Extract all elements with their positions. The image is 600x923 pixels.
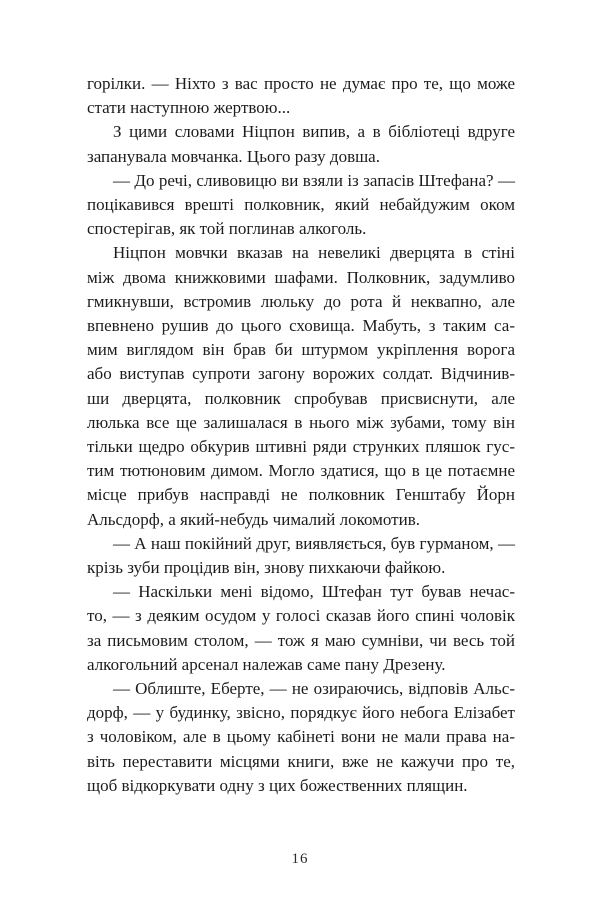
- text-line: мим виглядом він брав би штурмом укріплення ворога: [87, 340, 515, 360]
- text-line: запанувала мовчанка. Цього разу довша.: [87, 146, 380, 166]
- text-line: або виступав супроти загону ворожих солдат. Відчинив-: [87, 364, 515, 384]
- text-line: то, — з деяким осудом у голосі сказав його спині чоловік: [87, 606, 515, 626]
- text-line: поцікавився врешті полковник, який небайдужим оком: [87, 195, 515, 215]
- text-line: місце прибув насправді не полковник Генштабу Йорн: [87, 485, 515, 505]
- paragraph: [87, 532, 515, 580]
- paragraph: [87, 677, 515, 798]
- text-line: за письмовим столом, — тож я маю сумніви, чи весь той: [87, 630, 515, 650]
- text-line: щоб відкоркувати одну з цих божественних плящин.: [87, 775, 468, 795]
- text-line: віть переставити місцями книги, вже не кажучи про те,: [87, 751, 515, 771]
- paragraph: [87, 72, 515, 120]
- text-line: гмикнувши, встромив люльку до рота й неквапно, але: [87, 291, 515, 311]
- text-line: тим тютюновим димом. Могло здатися, що в це потаємне: [87, 461, 515, 481]
- text-line: тільки щедро обкурив штивні ряди струнких пляшок гус-: [87, 437, 515, 457]
- text-line: З цими словами Ніцпон випив, а в бібліотеці вдруге: [113, 122, 515, 142]
- paragraph: [87, 120, 515, 168]
- text-line: ши дверцята, полковник спробував присвиснути, але: [87, 388, 515, 408]
- text-line: з чоловіком, але в цьому кабінеті вони не мали права на-: [87, 727, 515, 747]
- text-line: крізь зуби процідив він, знову пихкаючи файкою.: [87, 558, 446, 578]
- text-line: — До речі, сливовицю ви взяли із запасів Штефана? —: [113, 170, 515, 190]
- paragraph: [87, 241, 515, 531]
- text-line: — Облиште, Еберте, — не озираючись, відповів Альс-: [113, 679, 515, 699]
- text-line: стати наступною жертвою...: [87, 98, 291, 118]
- text-line: Ніцпон мовчки вказав на невеликі дверцята в стіні: [113, 243, 515, 263]
- page-text-block: [87, 72, 515, 798]
- text-line: Альсдорф, а який-небудь чималий локомотив.: [87, 509, 420, 529]
- text-line: люлька все ще залишалася в нього між зубами, тому він: [87, 412, 515, 432]
- paragraph: [87, 580, 515, 677]
- text-line: між двома книжковими шафами. Полковник, задумливо: [87, 267, 515, 287]
- text-line: дорф, — у будинку, звісно, порядкує його небога Елізабет: [87, 703, 515, 723]
- text-line: — А наш покійний друг, виявляється, був гурманом, —: [113, 533, 515, 553]
- text-line: спостерігав, як той поглинав алкоголь.: [87, 219, 367, 239]
- text-line: алкогольний арсенал належав саме пану Дрезену.: [87, 654, 446, 674]
- text-line: — Наскільки мені відомо, Штефан тут бував нечас-: [113, 582, 515, 602]
- page-number: 16: [291, 851, 309, 867]
- text-line: горілки. — Ніхто з вас просто не думає про те, що може: [87, 74, 515, 93]
- paragraph: [87, 169, 515, 242]
- text-line: впевнено рушив до цього сховища. Мабуть, з таким са-: [87, 316, 515, 336]
